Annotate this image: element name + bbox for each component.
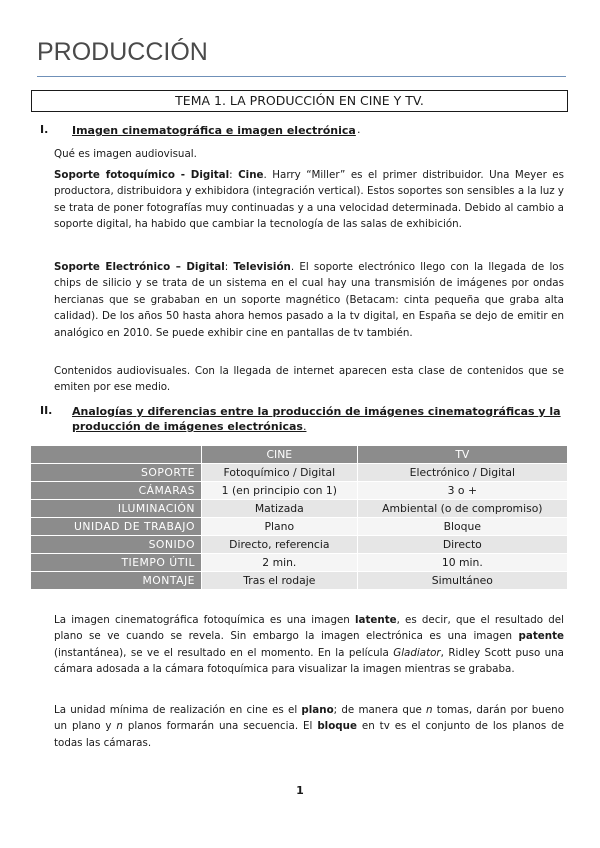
row-label: MONTAJE [31,572,202,590]
table-row [31,482,568,500]
paragraph-soporte-fotoquimico: Soporte fotoquímico - Digital: Cine. Harry “Miller” es el primer distribuidor. Una Meyer es productora, distribuidora y exhibidora (integración vertical). Estos soportes son sensibles a la luz y se trata de poner fotografías muy continuadas y a una velocidad determinada. Debido al cambio a soporte digital, ha habido que cambiar la tecnología de las salas de exhibición. [54,169,565,231]
page-number: 1 [296,784,304,797]
intro-question: Qué es imagen audiovisual. [54,148,197,160]
row-label: SOPORTE [31,464,202,482]
row-label: ILUMINACIÓN [31,500,202,518]
cell-cine: Fotoquímico / Digital [202,464,358,482]
section-title: Analogías y diferencias entre la producción de imágenes cinematográficas y la producción de imágenes electrónicas. [72,405,561,433]
cell-cine: Directo, referencia [202,536,358,554]
table-header-cine: CINE [202,446,358,464]
table-row [31,572,568,590]
cell-tv: Electrónico / Digital [357,464,567,482]
cell-tv: Ambiental (o de compromiso) [357,500,567,518]
cell-cine: Plano [202,518,358,536]
row-label: TIEMPO ÚTIL [31,554,202,572]
cell-cine: Matizada [202,500,358,518]
table-row [31,500,568,518]
title-divider [37,76,566,77]
table-header-tv: TV [357,446,567,464]
table-row [31,518,568,536]
section-number: II. [40,404,53,417]
cell-cine: 1 (en principio con 1) [202,482,358,500]
table-row [31,554,568,572]
topic-title: TEMA 1. LA PRODUCCIÓN EN CINE Y TV. [31,90,568,112]
section-title: Imagen cinematográfica e imagen electrónica [72,124,356,137]
paragraph-plano-bloque: La unidad mínima de realización en cine es el plano; de manera que n tomas, darán por bueno un plano y n planos formarán una secuencia. El bloque en tv es el conjunto de los planos de todas las cámaras. [54,704,564,749]
page-title: PRODUCCIÓN [37,38,208,66]
row-label: UNIDAD DE TRABAJO [31,518,202,536]
cell-tv: Directo [357,536,567,554]
cell-tv: 3 o + [357,482,567,500]
cell-cine: 2 min. [202,554,358,572]
table-row [31,464,568,482]
row-label: CÁMARAS [31,482,202,500]
paragraph-soporte-electronico: Soporte Electrónico – Digital: Televisión. El soporte electrónico llego con la llegada de los chips de silicio y se trata de un sistema en el cual hay una transmisión de imágenes por ondas hercianas que se grababan en un soporte magnético (Betacam: cinta pequeña que graba alta calidad). De los años 50 hasta ahora hemos pasado a la tv digital, en España se dejo de emitir en analógico en 2010. Se puede exhibir cine en pantallas de tv también. [54,261,564,339]
paragraph-contenidos: Contenidos audiovisuales. Con la llegada de internet aparecen esta clase de contenidos que se emiten por ese medio. [54,365,564,394]
cell-tv: Simultáneo [357,572,567,590]
cell-cine: Tras el rodaje [202,572,358,590]
paragraph-latente-patente: La imagen cinematográfica fotoquímica es una imagen latente, es decir, que el resultado del plano se ve cuando se revela. Sin embargo la imagen electrónica es una imagen patente (instantánea), se ve el resultado en el momento. En la película Gladiator, Ridley Scott puso una cámara adosada a la cámara fotoquímica para visualizar la imagen mientras se grababa. [54,614,564,676]
table-header-empty [31,446,202,464]
comparison-table [31,446,568,590]
row-label: SONIDO [31,536,202,554]
section-number: I. [40,123,49,136]
cell-tv: Bloque [357,518,567,536]
cell-tv: 10 min. [357,554,567,572]
table-row [31,536,568,554]
section-title-period: . [357,123,361,136]
